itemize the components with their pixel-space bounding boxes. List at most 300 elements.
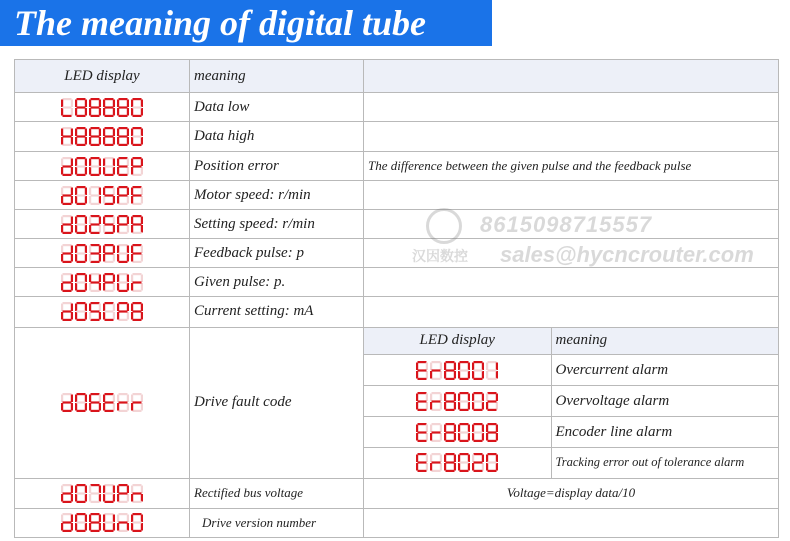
segment-d (133, 114, 142, 116)
segment-c (127, 312, 129, 320)
segment-d (133, 319, 142, 321)
segment-f (61, 274, 63, 282)
segment-g (105, 492, 114, 494)
seven-segment-digit (75, 157, 87, 176)
fault-header-led: LED display (364, 328, 551, 355)
seven-segment-digit (75, 302, 87, 321)
segment-f (131, 304, 133, 312)
segment-b (85, 187, 87, 195)
segment-g (418, 431, 427, 433)
fault-code-row (364, 386, 778, 417)
led-display (61, 513, 143, 532)
header-led-display: LED display (15, 60, 190, 93)
row-description (364, 93, 779, 122)
segment-e (75, 225, 77, 233)
segment-g (119, 402, 128, 404)
segment-e (430, 433, 432, 441)
led-display (61, 244, 143, 263)
segment-c (113, 403, 115, 411)
segment-d (474, 377, 483, 379)
segment-g (105, 223, 114, 225)
segment-g (133, 136, 142, 138)
segment-a (133, 186, 142, 188)
fault-code-meaning: Encoder line alarm (551, 417, 778, 448)
segment-d (105, 114, 114, 116)
segment-e (103, 167, 105, 175)
segment-f (61, 99, 63, 107)
segment-f (416, 362, 418, 370)
segment-e (103, 283, 105, 291)
segment-e (75, 494, 77, 502)
segment-b (141, 274, 143, 282)
segment-g (77, 492, 86, 494)
segment-d (119, 319, 128, 321)
segment-f (103, 274, 105, 282)
table-row (15, 297, 779, 327)
seven-segment-digit (117, 513, 129, 532)
segment-a (432, 423, 441, 425)
seven-segment-digit (61, 513, 73, 532)
segment-g (418, 462, 427, 464)
segment-e (103, 108, 105, 116)
segment-e (117, 523, 119, 531)
segment-d (432, 408, 441, 410)
segment-f (61, 158, 63, 166)
segment-b (113, 245, 115, 253)
seven-segment-digit (89, 244, 101, 263)
table-row (15, 181, 779, 210)
segment-d (133, 410, 142, 412)
segment-d (119, 501, 128, 503)
segment-c (482, 371, 484, 379)
segment-d (63, 410, 72, 412)
seven-segment-digit (117, 393, 129, 412)
segment-e (89, 312, 91, 320)
segment-b (71, 245, 73, 253)
segment-f (103, 245, 105, 253)
segment-a (133, 302, 142, 304)
segment-b (113, 158, 115, 166)
segment-e (131, 167, 133, 175)
segment-a (119, 215, 128, 217)
segment-e (61, 108, 63, 116)
segment-d (91, 319, 100, 321)
segment-b (127, 515, 129, 523)
segment-e (103, 196, 105, 204)
segment-d (418, 408, 427, 410)
segment-d (63, 261, 72, 263)
row-description (364, 210, 779, 239)
row-meaning: Data high (190, 122, 364, 152)
segment-c (71, 108, 73, 116)
seven-segment-digit (131, 244, 143, 263)
segment-f (117, 245, 119, 253)
seven-segment-digit (75, 98, 87, 117)
segment-f (430, 362, 432, 370)
seven-segment-digit (444, 361, 456, 380)
segment-c (85, 403, 87, 411)
segment-f (444, 362, 446, 370)
segment-c (113, 108, 115, 116)
segment-e (458, 463, 460, 471)
segment-d (105, 410, 114, 412)
led-display (416, 392, 498, 411)
seven-segment-digit (75, 513, 87, 532)
segment-f (131, 187, 133, 195)
row-meaning: Current setting: mA (190, 297, 364, 327)
segment-e (61, 494, 63, 502)
segment-a (91, 157, 100, 159)
segment-e (89, 523, 91, 531)
segment-b (99, 99, 101, 107)
segment-c (99, 283, 101, 291)
segment-a (133, 513, 142, 515)
segment-a (432, 453, 441, 455)
segment-c (99, 523, 101, 531)
segment-e (89, 167, 91, 175)
seven-segment-digit (444, 423, 456, 442)
seven-segment-digit (61, 157, 73, 176)
led-display (61, 186, 143, 205)
segment-d (105, 501, 114, 503)
segment-e (89, 283, 91, 291)
segment-g (77, 194, 86, 196)
segment-f (416, 424, 418, 432)
version-row (15, 508, 779, 537)
segment-d (63, 114, 72, 116)
segment-g (119, 165, 128, 167)
seven-segment-digit (486, 423, 498, 442)
segment-d (418, 439, 427, 441)
segment-e (486, 402, 488, 410)
segment-a (446, 423, 455, 425)
segment-d (133, 144, 142, 146)
segment-b (454, 424, 456, 432)
segment-b (127, 274, 129, 282)
segment-b (99, 216, 101, 224)
seven-segment-digit (89, 484, 101, 503)
segment-g (63, 252, 72, 254)
segment-c (71, 196, 73, 204)
segment-e (416, 433, 418, 441)
segment-c (141, 108, 143, 116)
fault-header-meaning: meaning (551, 328, 778, 355)
segment-e (117, 254, 119, 262)
segment-g (105, 281, 114, 283)
segment-b (496, 455, 498, 463)
seven-segment-digit (103, 98, 115, 117)
segment-c (127, 254, 129, 262)
segment-d (63, 290, 72, 292)
segment-c (85, 108, 87, 116)
segment-e (131, 137, 133, 145)
table-row (15, 239, 779, 268)
segment-f (103, 485, 105, 493)
segment-d (432, 377, 441, 379)
segment-e (458, 371, 460, 379)
seven-segment-digit (75, 244, 87, 263)
segment-d (119, 410, 128, 412)
segment-c (113, 254, 115, 262)
segment-a (474, 361, 483, 363)
segment-a (133, 273, 142, 275)
segment-g (119, 492, 128, 494)
segment-g (474, 462, 483, 464)
segment-d (105, 261, 114, 263)
segment-b (127, 129, 129, 137)
segment-d (474, 470, 483, 472)
led-display (61, 127, 143, 146)
segment-d (119, 114, 128, 116)
segment-g (105, 136, 114, 138)
segment-g (474, 400, 483, 402)
segment-f (444, 424, 446, 432)
segment-b (99, 515, 101, 523)
segment-g (77, 136, 86, 138)
segment-f (61, 216, 63, 224)
segment-g (432, 369, 441, 371)
segment-c (113, 494, 115, 502)
segment-e (131, 523, 133, 531)
segment-f (117, 515, 119, 523)
segment-f (486, 455, 488, 463)
segment-a (63, 98, 72, 100)
segment-g (488, 462, 497, 464)
segment-g (77, 106, 86, 108)
segment-c (99, 196, 101, 204)
segment-a (105, 186, 114, 188)
seven-segment-digit (472, 453, 484, 472)
segment-f (458, 362, 460, 370)
segment-d (77, 501, 86, 503)
segment-e (89, 225, 91, 233)
segment-b (141, 245, 143, 253)
led-display (61, 215, 143, 234)
segment-a (91, 215, 100, 217)
segment-e (486, 433, 488, 441)
segment-d (119, 232, 128, 234)
segment-f (486, 424, 488, 432)
segment-g (77, 252, 86, 254)
segment-b (113, 216, 115, 224)
segment-f (61, 485, 63, 493)
segment-b (482, 393, 484, 401)
segment-b (141, 485, 143, 493)
segment-g (91, 402, 100, 404)
segment-e (131, 403, 133, 411)
seven-segment-digit (61, 244, 73, 263)
segment-f (89, 304, 91, 312)
segment-g (63, 402, 72, 404)
segment-b (496, 393, 498, 401)
segment-f (103, 99, 105, 107)
table-row (15, 210, 779, 239)
segment-a (474, 453, 483, 455)
segment-g (91, 492, 100, 494)
segment-g (460, 462, 469, 464)
segment-b (71, 99, 73, 107)
segment-b (85, 158, 87, 166)
fault-code-meaning: Overcurrent alarm (551, 355, 778, 386)
segment-d (91, 410, 100, 412)
segment-b (141, 187, 143, 195)
segment-b (71, 304, 73, 312)
seven-segment-digit (61, 215, 73, 234)
segment-a (63, 273, 72, 275)
segment-f (131, 485, 133, 493)
row-meaning: Motor speed: r/min (190, 181, 364, 210)
segment-g (133, 281, 142, 283)
segment-b (113, 395, 115, 403)
segment-d (133, 501, 142, 503)
segment-e (486, 371, 488, 379)
segment-e (458, 433, 460, 441)
segment-c (99, 494, 101, 502)
segment-c (113, 523, 115, 531)
segment-a (63, 215, 72, 217)
segment-a (105, 393, 114, 395)
segment-b (468, 393, 470, 401)
seven-segment-digit (117, 302, 129, 321)
segment-a (460, 392, 469, 394)
segment-a (105, 302, 114, 304)
segment-b (482, 455, 484, 463)
segment-e (61, 225, 63, 233)
segment-e (486, 463, 488, 471)
segment-f (472, 393, 474, 401)
seven-segment-digit (103, 302, 115, 321)
segment-d (77, 114, 86, 116)
segment-d (460, 408, 469, 410)
segment-c (85, 523, 87, 531)
segment-e (117, 283, 119, 291)
segment-a (119, 484, 128, 486)
segment-g (105, 522, 114, 524)
segment-e (103, 137, 105, 145)
segment-e (89, 403, 91, 411)
segment-b (141, 158, 143, 166)
segment-d (91, 501, 100, 503)
segment-e (416, 371, 418, 379)
segment-f (103, 395, 105, 403)
segment-c (113, 167, 115, 175)
table-row (15, 93, 779, 122)
segment-d (63, 530, 72, 532)
segment-f (75, 515, 77, 523)
segment-a (488, 453, 497, 455)
segment-c (99, 254, 101, 262)
seven-segment-digit (131, 215, 143, 234)
segment-d (77, 290, 86, 292)
seven-segment-digit (131, 127, 143, 146)
fault-code-row (364, 355, 778, 386)
segment-b (482, 362, 484, 370)
segment-a (119, 513, 128, 515)
segment-b (85, 245, 87, 253)
segment-a (63, 127, 72, 129)
segment-d (446, 439, 455, 441)
fault-code-row (364, 417, 778, 448)
header-blank (364, 60, 779, 93)
seven-segment-digit (131, 302, 143, 321)
segment-b (141, 99, 143, 107)
segment-f (131, 515, 133, 523)
segment-d (446, 408, 455, 410)
segment-f (89, 129, 91, 137)
segment-a (77, 244, 86, 246)
segment-a (418, 423, 427, 425)
segment-c (71, 403, 73, 411)
segment-f (486, 393, 488, 401)
segment-d (133, 232, 142, 234)
segment-f (444, 455, 446, 463)
segment-a (418, 361, 427, 363)
seven-segment-digit (472, 423, 484, 442)
segment-g (133, 402, 142, 404)
segment-g (91, 223, 100, 225)
segment-g (133, 252, 142, 254)
seven-segment-digit (416, 392, 428, 411)
segment-d (91, 290, 100, 292)
segment-b (141, 515, 143, 523)
segment-g (63, 136, 72, 138)
segment-f (75, 395, 77, 403)
segment-b (426, 362, 428, 370)
segment-c (426, 371, 428, 379)
watermark-brand: 汉因数控 (412, 249, 468, 265)
segment-b (440, 424, 442, 432)
segment-a (432, 361, 441, 363)
segment-b (127, 485, 129, 493)
row-description: The difference between the given pulse and the feedback pulse (364, 152, 779, 181)
seven-segment-digit (61, 393, 73, 412)
segment-g (432, 431, 441, 433)
seven-segment-digit (75, 484, 87, 503)
segment-c (482, 463, 484, 471)
segment-b (85, 485, 87, 493)
seven-segment-digit (103, 215, 115, 234)
segment-e (103, 254, 105, 262)
segment-f (416, 393, 418, 401)
segment-a (77, 98, 86, 100)
segment-b (85, 274, 87, 282)
segment-f (472, 424, 474, 432)
segment-e (103, 494, 105, 502)
segment-c (454, 463, 456, 471)
watermark-email: sales@hycncrouter.com (500, 242, 754, 267)
segment-e (444, 402, 446, 410)
segment-g (105, 252, 114, 254)
segment-b (85, 99, 87, 107)
segment-e (61, 283, 63, 291)
segment-g (446, 431, 455, 433)
segment-b (85, 304, 87, 312)
segment-g (63, 106, 72, 108)
segment-b (85, 515, 87, 523)
segment-a (133, 484, 142, 486)
segment-d (77, 144, 86, 146)
segment-d (119, 290, 128, 292)
segment-f (131, 245, 133, 253)
segment-d (91, 530, 100, 532)
segment-e (61, 403, 63, 411)
segment-b (113, 515, 115, 523)
segment-e (444, 371, 446, 379)
segment-d (91, 114, 100, 116)
segment-c (496, 463, 498, 471)
segment-f (117, 216, 119, 224)
segment-b (141, 129, 143, 137)
